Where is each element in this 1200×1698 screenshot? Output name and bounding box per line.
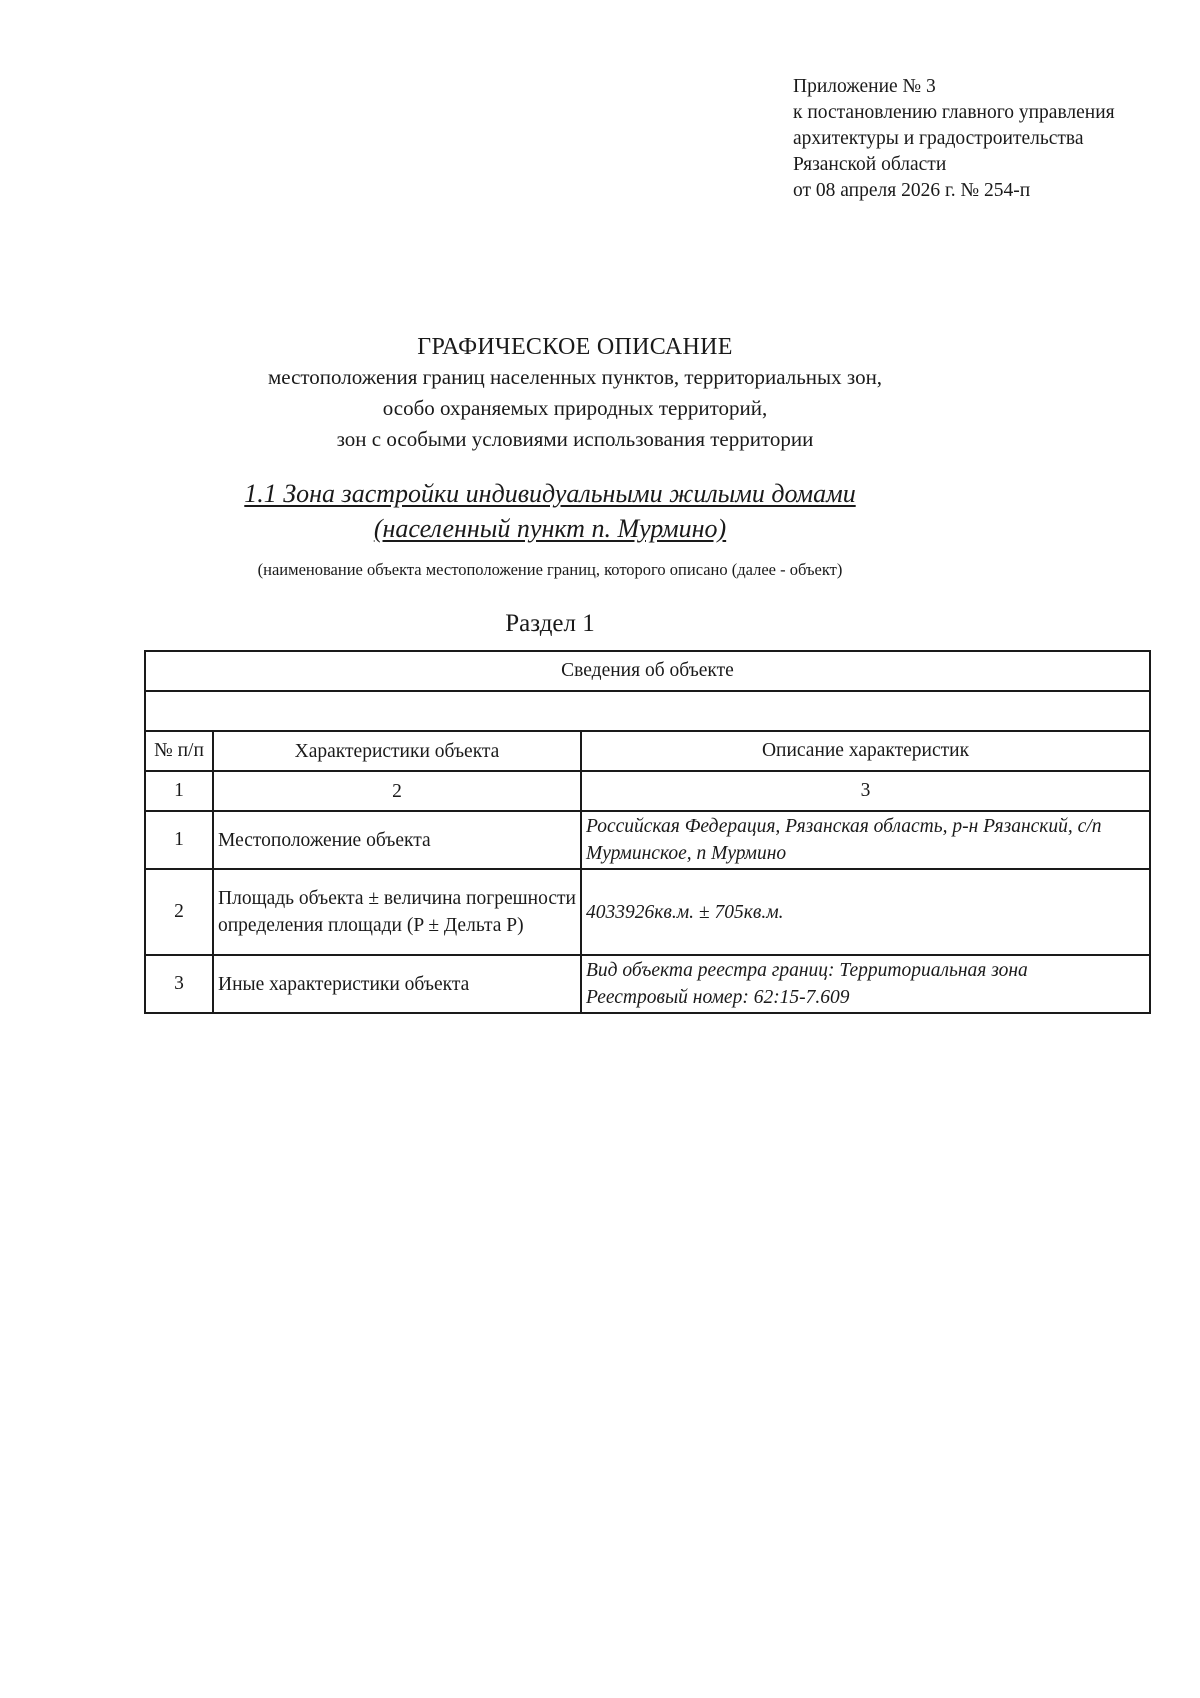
row-characteristic: Иные характеристики объекта <box>213 955 581 1013</box>
appendix-line: Рязанской области <box>793 154 947 175</box>
appendix-line: от 08 апреля 2026 г. № 254-п <box>793 180 1031 201</box>
table-empty-cell <box>145 691 1150 731</box>
appendix-line: к постановлению главного управления <box>793 102 1115 123</box>
table-empty-row <box>145 691 1150 731</box>
column-number: 1 <box>145 771 213 811</box>
document-title: ГРАФИЧЕСКОЕ ОПИСАНИЕ <box>417 334 733 360</box>
row-num: 1 <box>145 811 213 869</box>
object-name <box>0 476 1150 546</box>
table-caption: Сведения об объекте <box>145 651 1150 691</box>
subtitle-line: зон с особыми условиями использования территории <box>336 427 814 451</box>
row-description: Российская Федерация, Рязанская область, р-н Рязанский, с/п Мурминское, п Мурмино <box>581 811 1150 869</box>
table-column-numbers-row <box>145 771 1150 811</box>
column-number: 2 <box>213 771 581 811</box>
subtitle-line: местоположения границ населенных пунктов, территориальных зон, <box>267 365 883 389</box>
table-header-row <box>145 731 1150 771</box>
row-description-line: Реестровый номер: 62:15-7.609 <box>586 987 850 1008</box>
header-description: Описание характеристик <box>581 731 1150 771</box>
table-caption-row <box>145 651 1150 691</box>
object-note: (наименование объекта местоположение границ, которого описано (далее - объект) <box>257 560 843 579</box>
row-characteristic: Местоположение объекта <box>213 811 581 869</box>
table-row <box>145 869 1150 955</box>
appendix-line: Приложение № 3 <box>793 76 936 97</box>
row-description-line: Вид объекта реестра границ: Территориальная зона <box>586 960 1028 981</box>
row-characteristic: Площадь объекта ± величина погрешности определения площади (P ± Дельта P) <box>213 869 581 955</box>
object-info-table <box>144 650 1151 1014</box>
subtitle-line: особо охраняемых природных территорий, <box>382 396 768 420</box>
row-description: 4033926кв.м. ± 705кв.м. <box>581 869 1150 955</box>
object-name-line: 1.1 Зона застройки индивидуальными жилыми домами <box>244 479 856 508</box>
column-number: 3 <box>581 771 1150 811</box>
title-block <box>0 332 1200 455</box>
table-row <box>145 955 1150 1013</box>
header-num: № п/п <box>145 731 213 771</box>
row-description <box>581 955 1150 1013</box>
appendix-line: архитектуры и градостроительства <box>793 128 1084 149</box>
header-characteristic: Характеристики объекта <box>213 731 581 771</box>
row-num: 2 <box>145 869 213 955</box>
section-title: Раздел 1 <box>505 610 595 637</box>
table-row <box>145 811 1150 869</box>
object-name-line: (населенный пункт п. Мурмино) <box>373 514 727 543</box>
appendix-block <box>793 74 1115 204</box>
row-num: 3 <box>145 955 213 1013</box>
